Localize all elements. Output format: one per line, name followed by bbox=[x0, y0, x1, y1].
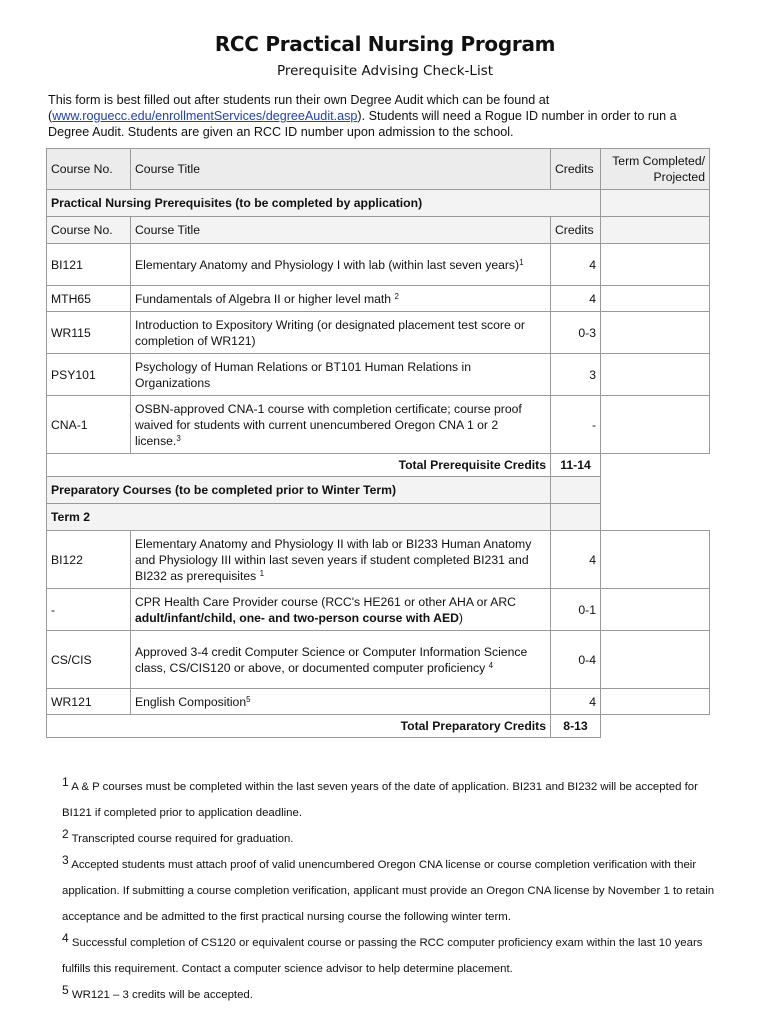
credits-cell bbox=[551, 504, 601, 531]
term-cell[interactable] bbox=[601, 286, 710, 312]
course-no: BI122 bbox=[47, 531, 131, 589]
footnote-item bbox=[62, 982, 722, 1008]
table-row bbox=[47, 531, 710, 589]
term-cell[interactable] bbox=[601, 354, 710, 396]
checklist-table bbox=[46, 148, 710, 738]
footnote-item bbox=[62, 930, 722, 982]
course-no: - bbox=[47, 589, 131, 631]
footnote-number: 4 bbox=[62, 931, 69, 945]
course-no: BI121 bbox=[47, 244, 131, 286]
footnote-ref: 1 bbox=[259, 568, 265, 578]
prep-total-row bbox=[47, 715, 710, 738]
table-row bbox=[47, 396, 710, 454]
footnote-ref: 4 bbox=[488, 660, 494, 670]
page-subtitle: Prerequisite Advising Check-List bbox=[276, 63, 494, 79]
term-cell[interactable] bbox=[601, 190, 710, 217]
term-label: Term 2 bbox=[47, 504, 551, 531]
credits-cell bbox=[551, 477, 601, 504]
footnote-text: Accepted students must attach proof of valid unencumbered Oregon CNA license or course completion verification with their application. If submitting a course completion verification, applicant must provide an Oregon CNA license by November 1 to retain acceptance and be admitted to the first practical nursing course the following winter term. bbox=[62, 859, 715, 923]
header-term-completed: Term Completed/ Projected bbox=[601, 149, 710, 190]
course-title bbox=[131, 286, 551, 312]
course-title-end: ) bbox=[458, 610, 463, 625]
term-cell[interactable] bbox=[601, 217, 710, 244]
course-credits: 4 bbox=[551, 286, 601, 312]
course-credits: - bbox=[551, 396, 601, 454]
course-credits: 3 bbox=[551, 354, 601, 396]
footnote-text: Transcripted course required for graduation. bbox=[68, 833, 294, 845]
footnote-item bbox=[62, 774, 722, 826]
footnote-item bbox=[62, 852, 722, 930]
footnote-ref: 1 bbox=[519, 257, 524, 267]
course-title bbox=[131, 396, 551, 454]
header-course-no: Course No. bbox=[47, 149, 131, 190]
intro-text-after: ). Students will need a Rogue ID number in order to run a Degree Audit. Students are given an RCC ID number upon admission to the school. bbox=[48, 109, 677, 139]
prereq-section-row bbox=[47, 190, 710, 217]
course-title-bold: adult/infant/child, one- and two-person course with AED bbox=[135, 610, 459, 625]
prereq-section-title: Practical Nursing Prerequisites (to be completed by application) bbox=[47, 190, 601, 217]
term-cell[interactable] bbox=[601, 396, 710, 454]
footnote-ref: 2 bbox=[394, 291, 399, 301]
term-cell[interactable] bbox=[601, 531, 710, 589]
footnote-text: WR121 – 3 credits will be accepted. bbox=[68, 989, 253, 1001]
footnote-number: 1 bbox=[62, 775, 69, 789]
subheader-course-title: Course Title bbox=[131, 217, 551, 244]
term-row bbox=[47, 504, 710, 531]
course-no: MTH65 bbox=[47, 286, 131, 312]
course-title-text: English Composition bbox=[135, 694, 247, 709]
course-title-text: Elementary Anatomy and Physiology II with lab or BI233 Human Anatomy and Physiology III within last seven years if student completed BI231 and BI232 as prerequisites bbox=[135, 536, 532, 583]
prep-section-row bbox=[47, 477, 710, 504]
footnote-item bbox=[62, 826, 722, 852]
footnote-ref: 5 bbox=[246, 694, 251, 704]
degree-audit-link[interactable]: www.roguecc.edu/enrollmentServices/degreeAudit.asp bbox=[52, 109, 358, 123]
course-no: WR121 bbox=[47, 689, 131, 715]
table-header-row bbox=[47, 149, 710, 190]
course-no: PSY101 bbox=[47, 354, 131, 396]
course-credits: 4 bbox=[551, 531, 601, 589]
subheader-course-no: Course No. bbox=[47, 217, 131, 244]
intro-paragraph bbox=[48, 92, 720, 140]
header-credits: Credits bbox=[551, 149, 601, 190]
table-row bbox=[47, 354, 710, 396]
course-title-text: OSBN-approved CNA-1 course with completion certificate; course proof waived for students with current unencumbered Oregon CNA 1 or 2 license. bbox=[135, 401, 522, 448]
table-row bbox=[47, 689, 710, 715]
course-title: Psychology of Human Relations or BT101 Human Relations in Organizations bbox=[131, 354, 551, 396]
course-title-text: Approved 3-4 credit Computer Science or Computer Information Science class, CS/CIS120 or above, or documented computer proficiency bbox=[135, 644, 528, 675]
course-credits: 4 bbox=[551, 244, 601, 286]
course-no: CS/CIS bbox=[47, 631, 131, 689]
footnote-number: 2 bbox=[62, 827, 69, 841]
course-credits: 0-1 bbox=[551, 589, 601, 631]
prereq-total-label: Total Prerequisite Credits bbox=[47, 454, 551, 477]
course-title-text: Fundamentals of Algebra II or higher level math bbox=[135, 291, 395, 306]
footnotes bbox=[62, 774, 722, 1008]
footnote-text: Successful completion of CS120 or equivalent course or passing the RCC computer proficiency exam within the last 10 years fulfills this requirement. Contact a computer science advisor to help determine placement. bbox=[62, 937, 703, 975]
table-row bbox=[47, 244, 710, 286]
course-title bbox=[131, 589, 551, 631]
header-course-title: Course Title bbox=[131, 149, 551, 190]
term-cell[interactable] bbox=[601, 689, 710, 715]
prep-total-label: Total Preparatory Credits bbox=[47, 715, 551, 738]
prep-section-title: Preparatory Courses (to be completed prior to Winter Term) bbox=[47, 477, 551, 504]
subheader-credits: Credits bbox=[551, 217, 601, 244]
page-title: RCC Practical Nursing Program bbox=[214, 32, 556, 56]
course-credits: 4 bbox=[551, 689, 601, 715]
footnote-number: 3 bbox=[62, 853, 69, 867]
course-credits: 0-3 bbox=[551, 312, 601, 354]
prereq-subheader-row bbox=[47, 217, 710, 244]
course-title bbox=[131, 689, 551, 715]
intro-text-before: This form is best filled out after students run their own Degree Audit which can be found at ( bbox=[48, 93, 550, 123]
footnote-ref: 3 bbox=[176, 433, 181, 443]
table-row bbox=[47, 286, 710, 312]
course-title-text: CPR Health Care Provider course (RCC's HE261 or other AHA or ARC bbox=[135, 594, 516, 609]
course-title: Introduction to Expository Writing (or designated placement test score or completion of WR121) bbox=[131, 312, 551, 354]
term-cell[interactable] bbox=[601, 631, 710, 689]
prep-total-value: 8-13 bbox=[551, 715, 601, 738]
course-title bbox=[131, 531, 551, 589]
course-title-text: Elementary Anatomy and Physiology I with lab (within last seven years) bbox=[135, 257, 520, 272]
footnote-number: 5 bbox=[62, 983, 69, 997]
term-cell[interactable] bbox=[601, 312, 710, 354]
course-credits: 0-4 bbox=[551, 631, 601, 689]
course-no: CNA-1 bbox=[47, 396, 131, 454]
course-title bbox=[131, 631, 551, 689]
table-row bbox=[47, 312, 710, 354]
footnote-text: A & P courses must be completed within the last seven years of the date of application. BI231 and BI232 will be accepted for BI121 if completed prior to application deadline. bbox=[62, 781, 698, 819]
course-no: WR115 bbox=[47, 312, 131, 354]
prereq-total-value: 11-14 bbox=[551, 454, 601, 477]
term-cell[interactable] bbox=[601, 244, 710, 286]
table-row bbox=[47, 631, 710, 689]
table-row bbox=[47, 589, 710, 631]
term-cell[interactable] bbox=[601, 589, 710, 631]
course-title bbox=[131, 244, 551, 286]
prereq-total-row bbox=[47, 454, 710, 477]
